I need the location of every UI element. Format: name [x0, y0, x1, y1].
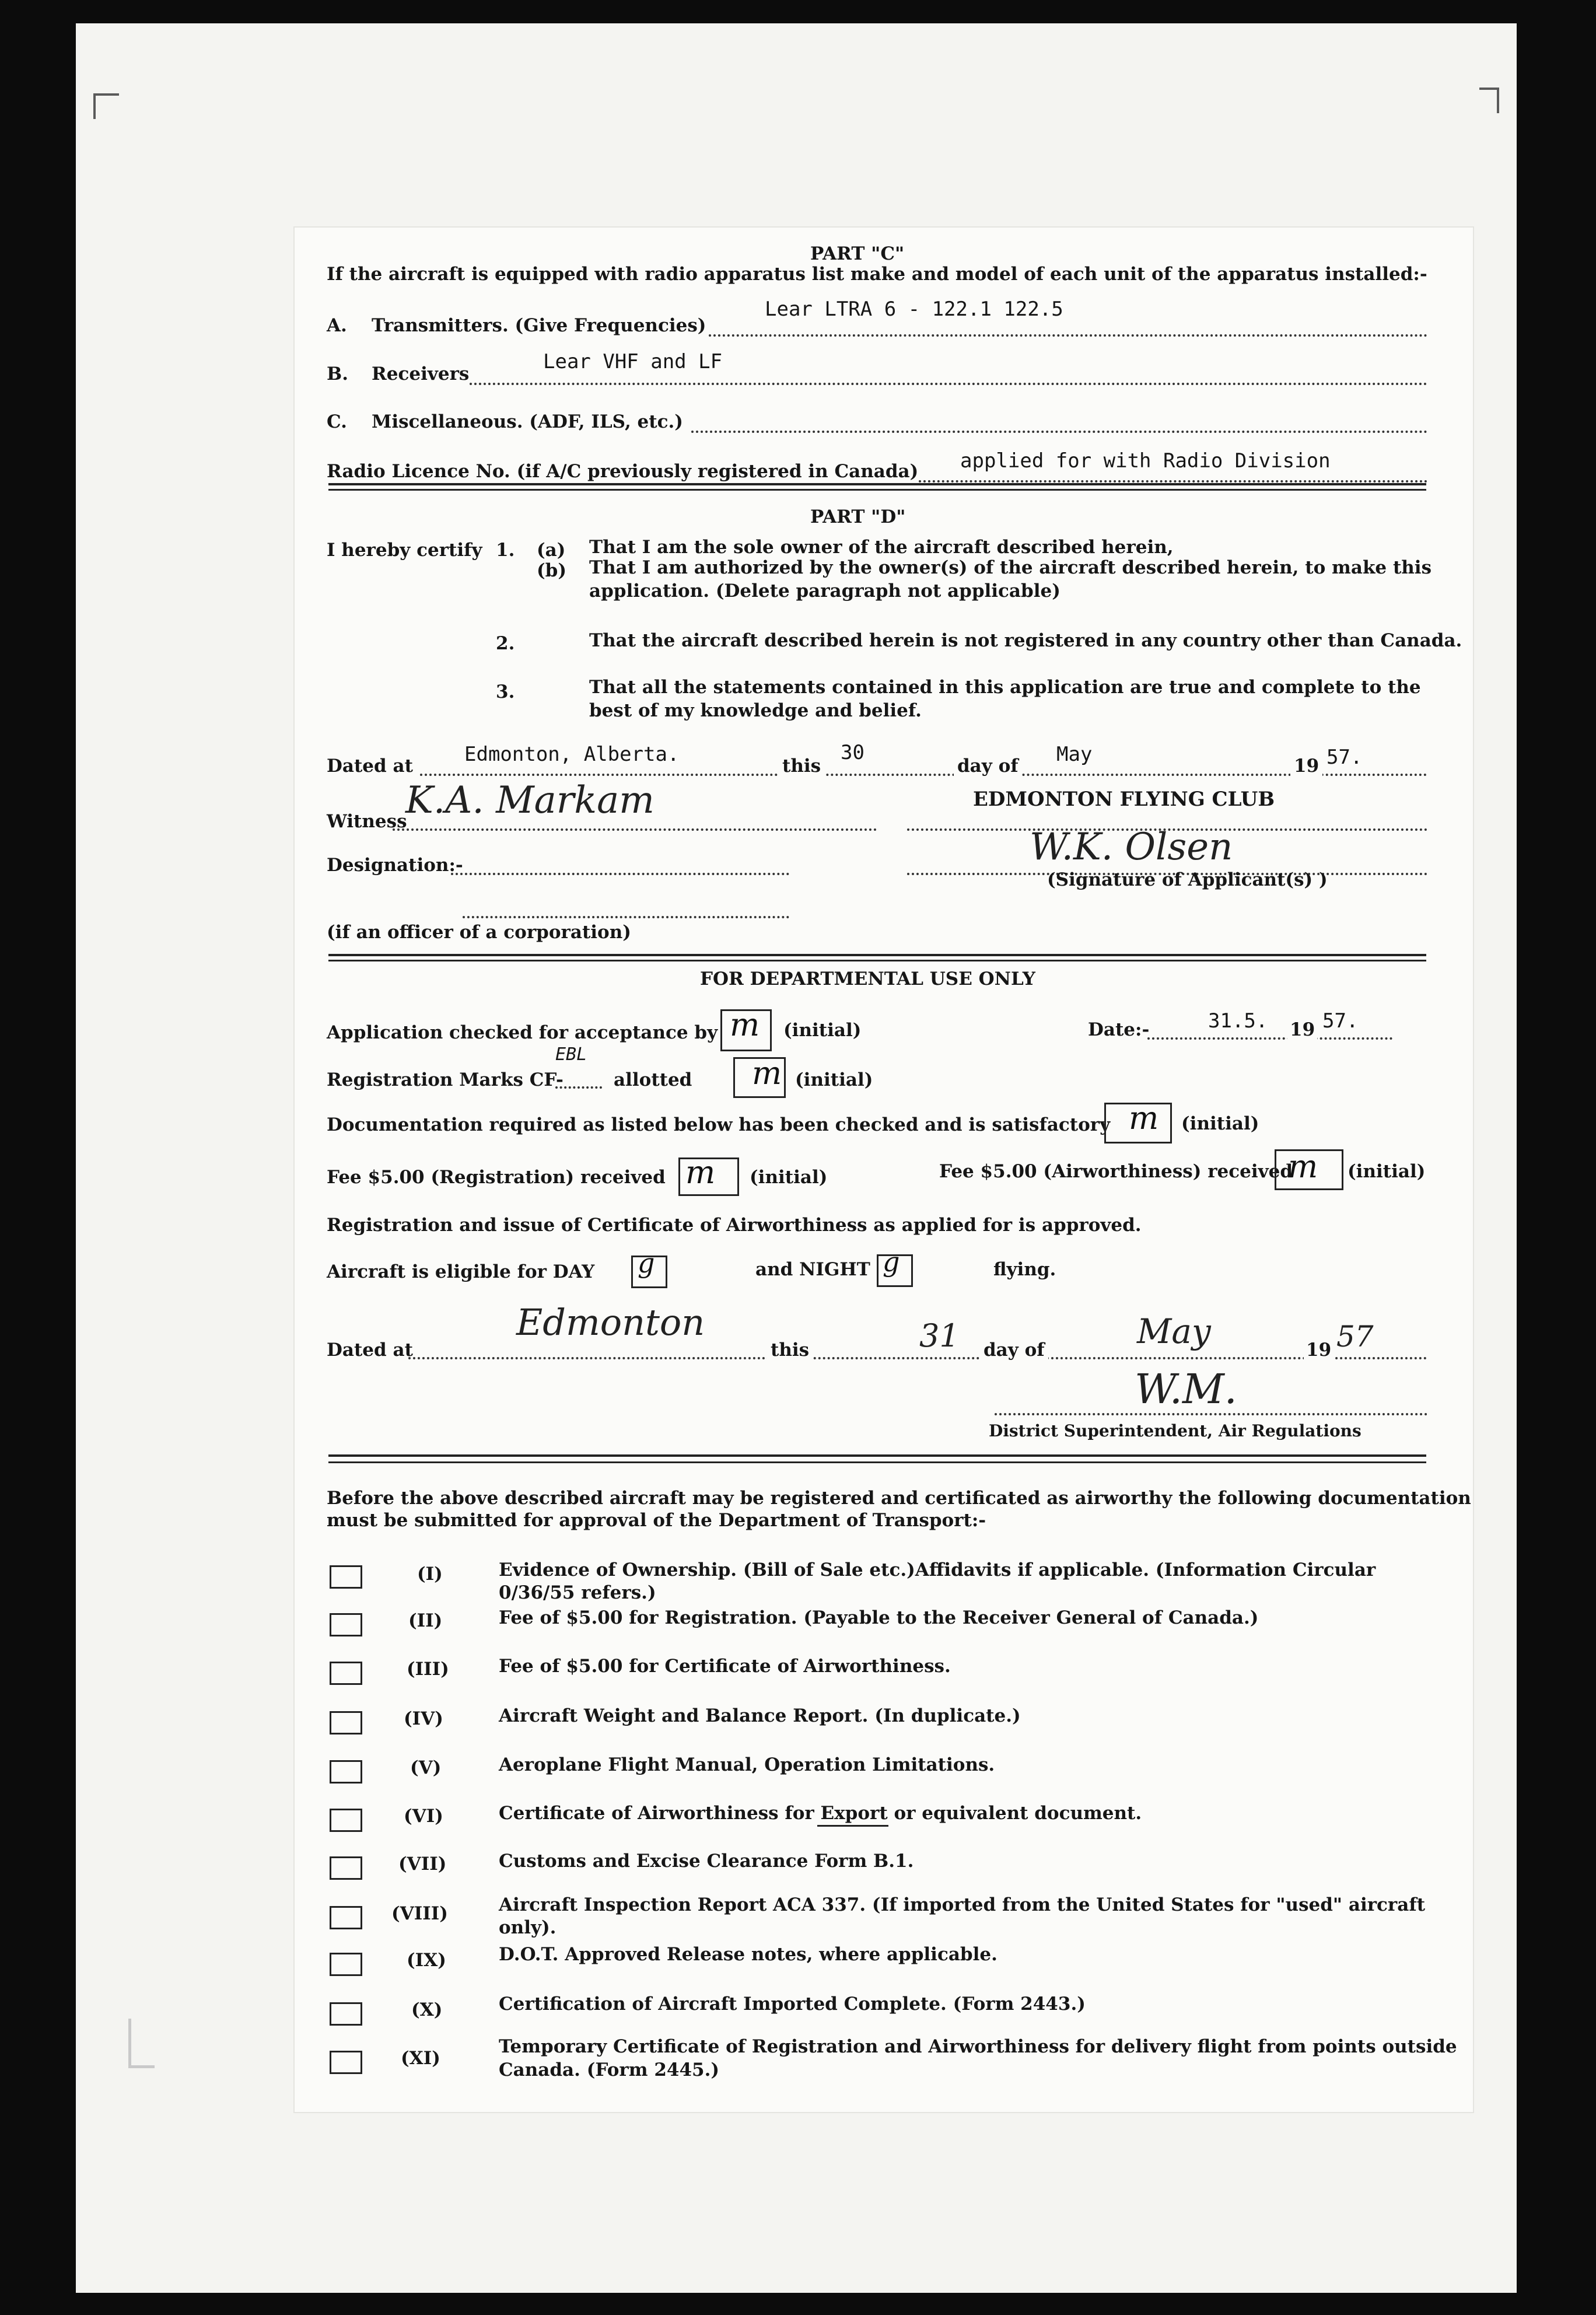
dept-day-value: 31 — [916, 1317, 963, 1354]
documentation-checkbox[interactable] — [330, 1856, 362, 1880]
day-initial: g — [638, 1247, 655, 1279]
item-text: Customs and Excise Clearance Form B.1. — [499, 1851, 914, 1872]
item-text: Aircraft Inspection Report ACA 337. (If imported from the United States for "used" aircraft — [499, 1894, 1426, 1915]
witness-label: Witness — [327, 811, 407, 832]
item1b-line2: application. (Delete paragraph not applicable) — [589, 581, 1060, 602]
initial-label: (initial) — [1348, 1161, 1426, 1182]
item-text-line2: only). — [499, 1917, 556, 1938]
certify-label: I hereby certify — [327, 540, 482, 561]
date-label: Date:- — [1088, 1019, 1150, 1040]
initial-label: (initial) — [783, 1020, 862, 1041]
year-value: 57. — [1324, 746, 1364, 769]
item-text-line2: Canada. (Form 2445.) — [499, 2059, 720, 2080]
item1b-line1: That I am authorized by the owner(s) of the aircraft described herein, to make this — [589, 557, 1432, 578]
item-number: (VII) — [398, 1854, 447, 1875]
marks-initial: m — [752, 1055, 782, 1092]
radio-licence-label: Radio Licence No. (if A/C previously registered in Canada) — [327, 461, 919, 482]
item-number: (V) — [410, 1757, 442, 1778]
designation-label: Designation:- — [327, 855, 463, 876]
documentation-checkbox[interactable] — [330, 1760, 362, 1784]
marks-label: Registration Marks CF- — [327, 1069, 564, 1090]
application-form — [295, 228, 1473, 2112]
item-number: (VIII) — [391, 1903, 448, 1924]
dept-month-value: May — [1133, 1312, 1214, 1351]
year-prefix: 19 — [1290, 756, 1322, 777]
item-text: Certificate of Airworthiness for Export or equivalent document. — [499, 1803, 1142, 1824]
transmitters-value: Lear LTRA 6 - 122.1 122.5 — [761, 298, 1067, 321]
part-c-intro: If the aircraft is equipped with radio apparatus list make and model of each unit of the apparatus installed:- — [327, 264, 1427, 285]
dept-year-value: 57 — [1334, 1320, 1376, 1354]
item-text: Fee of $5.00 for Certificate of Airworthiness. — [499, 1656, 951, 1677]
documentation-checkbox[interactable] — [330, 2002, 362, 2026]
dept-this-label: this — [767, 1340, 813, 1361]
divider — [328, 1454, 1426, 1463]
date-value: 31.5. — [1205, 1009, 1271, 1033]
dept-dated-at-label: Dated at — [327, 1340, 413, 1361]
documentation-checkbox[interactable] — [330, 1809, 362, 1832]
dept-use-heading: FOR DEPARTMENTAL USE ONLY — [700, 968, 1035, 989]
night-initial: g — [883, 1246, 900, 1278]
documentation-checkbox[interactable] — [330, 1565, 362, 1589]
item1a-letter: (a) — [537, 540, 566, 561]
item-number: (I) — [417, 1564, 443, 1585]
item-text: Aircraft Weight and Balance Report. (In duplicate.) — [499, 1705, 1021, 1726]
night-label: and NIGHT — [755, 1259, 870, 1280]
item3-line1: That all the statements contained in this application are true and complete to the — [589, 677, 1421, 698]
item3-number: 3. — [496, 681, 515, 702]
date-year-value: 57. — [1320, 1009, 1360, 1033]
item-number: (VI) — [404, 1806, 443, 1827]
dept-dated-at-value: Edmonton — [516, 1301, 705, 1344]
item-text: D.O.T. Approved Release notes, where applicable. — [499, 1944, 998, 1965]
superintendent-caption: District Superintendent, Air Regulations — [989, 1421, 1362, 1440]
item-text: Fee of $5.00 for Registration. (Payable to the Receiver General of Canada.) — [499, 1607, 1259, 1628]
dated-at-label: Dated at — [327, 756, 413, 777]
documentation-intro-line1: Before the above described aircraft may be registered and certificated as airworthy the following documentation — [327, 1488, 1471, 1509]
applicant-organization: EDMONTON FLYING CLUB — [970, 788, 1278, 811]
receivers-value: Lear VHF and LF — [540, 350, 726, 373]
fee-registration-initial: m — [685, 1154, 716, 1191]
fee-airworthiness-label: Fee $5.00 (Airworthiness) received — [939, 1161, 1293, 1182]
item-number: (IV) — [404, 1708, 443, 1729]
item-number: (II) — [408, 1610, 443, 1631]
month-value: May — [1053, 743, 1096, 766]
day-value: 30 — [837, 741, 868, 764]
item-number: (IX) — [407, 1950, 446, 1971]
witness-signature: K.A. Markam — [405, 779, 654, 822]
divider — [328, 954, 1426, 961]
documentation-checkbox[interactable] — [330, 1953, 362, 1976]
transmitters-label: Transmitters. (Give Frequencies) — [372, 315, 706, 336]
signature-caption: (Signature of Applicant(s) ) — [1047, 869, 1328, 890]
initial-label: (initial) — [795, 1069, 873, 1090]
row-a-letter: A. — [327, 315, 347, 336]
item2-number: 2. — [496, 633, 515, 654]
item3-line2: best of my knowledge and belief. — [589, 700, 922, 721]
item-number: (III) — [407, 1659, 449, 1680]
item-text-line2: 0/36/55 refers.) — [499, 1582, 656, 1603]
documentation-checkbox[interactable] — [330, 1662, 362, 1685]
row-c-letter: C. — [327, 411, 347, 432]
this-label: this — [779, 756, 824, 777]
radio-licence-value: applied for with Radio Division — [957, 449, 1334, 473]
item-text: Evidence of Ownership. (Bill of Sale etc.)Affidavits if applicable. (Information Circular — [499, 1559, 1376, 1580]
marks-value: EBL — [555, 1044, 587, 1065]
day-of-label: day of — [954, 756, 1022, 777]
item2-text: That the aircraft described herein is not registered in any country other than Canada. — [589, 630, 1462, 651]
checked-initial: m — [730, 1006, 760, 1043]
documentation-checked-label: Documentation required as listed below has been checked and is satisfactory — [327, 1114, 1111, 1135]
documentation-checkbox[interactable] — [330, 1711, 362, 1734]
item-number: (X) — [411, 1999, 443, 2020]
part-c-heading: PART "C" — [810, 243, 905, 264]
documentation-checkbox[interactable] — [330, 1613, 362, 1636]
item1a-text: That I am the sole owner of the aircraft described herein, — [589, 537, 1174, 558]
crop-mark — [128, 2019, 155, 2068]
officer-label: (if an officer of a corporation) — [327, 922, 631, 943]
dept-day-of-label: day of — [980, 1340, 1048, 1361]
flying-label: flying. — [993, 1259, 1056, 1280]
dept-year-prefix: 19 — [1304, 1340, 1334, 1361]
miscellaneous-label: Miscellaneous. (ADF, ILS, etc.) — [372, 411, 683, 432]
documentation-intro-line2: must be submitted for approval of the Department of Transport:- — [327, 1510, 986, 1531]
date-year-prefix: 19 — [1287, 1019, 1317, 1040]
export-underline — [817, 1825, 888, 1827]
item-number: (XI) — [401, 2048, 440, 2069]
item1b-letter: (b) — [537, 560, 567, 581]
row-b-letter: B. — [327, 363, 348, 384]
crop-mark — [93, 93, 119, 119]
dated-at-value: Edmonton, Alberta. — [461, 743, 682, 766]
approval-text: Registration and issue of Certificate of Airworthiness as applied for is approved. — [327, 1215, 1142, 1236]
documentation-checkbox[interactable] — [330, 2051, 362, 2074]
initial-label: (initial) — [750, 1167, 828, 1188]
checked-label: Application checked for acceptance by — [327, 1022, 718, 1043]
part-d-heading: PART "D" — [810, 506, 906, 527]
initial-label: (initial) — [1181, 1113, 1259, 1134]
applicant-signature: W.K. Olsen — [1030, 826, 1233, 869]
crop-mark — [1479, 88, 1499, 113]
item-text: Aeroplane Flight Manual, Operation Limitations. — [499, 1754, 995, 1775]
fee-airworthiness-initial: m — [1288, 1148, 1318, 1185]
fee-registration-label: Fee $5.00 (Registration) received — [327, 1167, 666, 1188]
item-text: Temporary Certificate of Registration and Airworthiness for delivery flight from points outside — [499, 2036, 1457, 2057]
item-text: Certification of Aircraft Imported Complete. (Form 2443.) — [499, 1994, 1086, 2015]
receivers-label: Receivers — [372, 363, 470, 384]
doc-initial: m — [1129, 1100, 1159, 1136]
allotted-label: allotted — [614, 1069, 692, 1090]
divider — [328, 483, 1426, 491]
superintendent-signature: W.M. — [1135, 1365, 1237, 1413]
documentation-checkbox[interactable] — [330, 1906, 362, 1929]
item1-number: 1. — [496, 540, 515, 561]
eligible-label: Aircraft is eligible for DAY — [327, 1261, 595, 1282]
